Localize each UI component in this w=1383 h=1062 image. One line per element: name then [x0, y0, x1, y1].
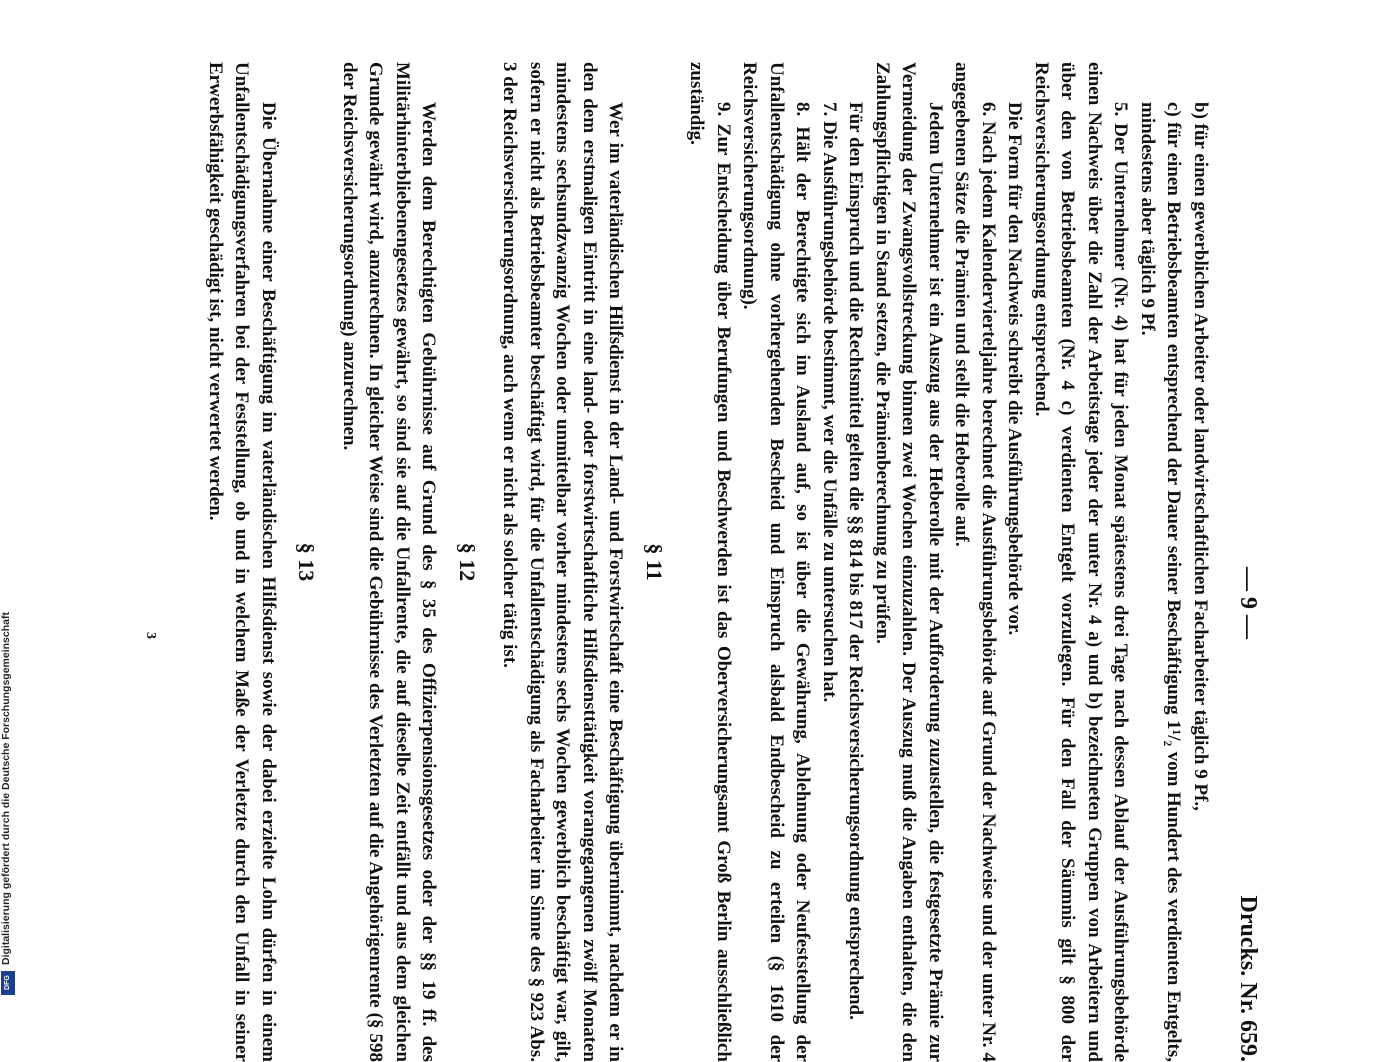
paragraph-6: 6. Nach jedem Kalendervierteljahre berechnet die Ausführungsbehörde auf Grund der Nachweise und der unter Nr. 4 angegebenen Sätze die Prämien und stellt die Heberolle auf.	[951, 62, 999, 1062]
paragraph-item-b: b) für einen gewerblichen Arbeiter oder landwirtschaftlichen Facharbeiter täglich 9 Pf.,	[1190, 102, 1211, 811]
page-header	[1221, 62, 1261, 1062]
paragraph-6-notice: Jedem Unternehmer ist ein Auszug aus der Heberolle mit der Aufforderung zuzustellen, die festgesetzte Prämie zur Vermeidung der Zwangsvollstreckung binnen zwei Wochen einzuzahlen. Der Auszug muß die Angaben enthalten, die den Zahlungspflichtigen in Stand setzen, die Prämienberechnung zu prüfen.	[872, 62, 946, 1062]
digitization-credit-strip	[0, 605, 16, 995]
paragraph-7: 7. Die Ausführungsbehörde bestimmt, wer die Unfälle zu untersuchen hat.	[819, 102, 840, 703]
paragraph-8: 8. Hält der Berechtigte sich im Ausland auf, so ist über die Gewährung, Ablehnung oder Neufeststellung der Unfallentschädigung ohne vorhergehenden Bescheid und Einspruch alsbald Endbescheid zu erteilen (§ 1610 der Reichsversicherungsordnung).	[739, 62, 814, 1062]
dfg-logo: DFG	[1, 971, 15, 995]
section-text-12: Werden dem Berechtigten Gebührnisse auf Grund des § 35 des Offizierpensionsgesetzes oder der §§ 19 ff. des Militärhinterbliebenengesetzes gewährt, so sind sie auf die Unfallrente, die auf dieselbe Zeit entfällt und aus dem gleichen Grunde gewährt wird, anzurechnen. In gleicher Weise sind die Gebührnisse des Verletzten auf die Angehörigenrente (§ 598 der Reichsversicherungsordnung) anzurechnen.	[339, 62, 440, 1062]
paragraph-5: 5. Der Unternehmer (Nr. 4) hat für jeden Monat spätestens drei Tage nach dessen Ablauf der Ausführungsbehörde einen Nachweis über die Zahl der Arbeitstage jeder der unter Nr. 4 a) und b) bezeichneten Gruppen von Arbeitern und über den von Betriebsbeamten (Nr. 4 c) verdienten Entgelt vorzulegen. Für den Fall der Säumnis gilt § 800 der Reichsversicherungsordnung entsprechend.	[1031, 62, 1132, 1062]
page-body	[202, 62, 1214, 1062]
section-heading-11: § 11	[642, 543, 667, 581]
section-text-11: Wer im vaterländischen Hilfsdienst in der Land- und Forstwirtschaft eine Beschäftigung übernimmt, nachdem er in den dem erstmaligen Eintritt in eine land- oder forstwirtschaftliche Hilfsdiensttätigkeit vorangegangenen zwölf Monaten mindestens sechsundzwanzig Wochen oder unmittelbar vorher mindestens sechs Wochen gewerblich beschäftigt war, gilt, sofern er nicht als Betriebsbeamter beschäftigt wird, für die Unfallentschädigung als Facharbeiter im Sinne des § 923 Abs. 3 der Reichsversicherungsordnung, auch wenn er nicht als solcher tätig ist.	[499, 62, 627, 1062]
section-heading-13: § 13	[294, 542, 320, 582]
paragraph-item-c: c) für einen Betriebsbeamten entsprechend der Dauer seiner Beschäftigung 1¹/₂ vom Hundert des verdienten Entgelts, mindestens aber täglich 9 Pf.	[1137, 102, 1185, 1062]
paragraph-9: 9. Zur Entscheidung über Berufungen und Beschwerden ist das Oberversicherungsamt Groß Berlin ausschließlich zuständig.	[686, 62, 734, 1062]
rotated-document-page	[141, 62, 1261, 1062]
section-heading-12: § 12	[455, 542, 480, 582]
footer-page-number: 3	[143, 632, 158, 639]
drucksache-number: Drucks. Nr. 659.	[1235, 895, 1261, 1062]
section-text-13: Die Übernahme einer Beschäftigung im vaterländischen Hilfsdienst sowie der dabei erzielte Lohn dürfen in einem Unfallentschädigungsverfahren bei der Feststellung, ob und in welchem Maße der Verletzte durch den Unfall in seiner Erwerbsfähigkeit geschädigt ist, nicht verwertet werden.	[205, 62, 279, 1062]
paragraph-5-form: Die Form für den Nachweis schreibt die Ausführungsbehörde vor.	[1004, 102, 1026, 636]
digitization-credit-text: Digitalisierung gefördert durch die Deutsche Forschungsgemeinschaft	[0, 612, 12, 965]
paragraph-6-appeal: Für den Einspruch und die Rechtsmittel gelten die §§ 814 bis 817 der Reichsversicherungsordnung entsprechend.	[845, 102, 867, 1020]
page-number: — 9 —	[1235, 567, 1261, 639]
